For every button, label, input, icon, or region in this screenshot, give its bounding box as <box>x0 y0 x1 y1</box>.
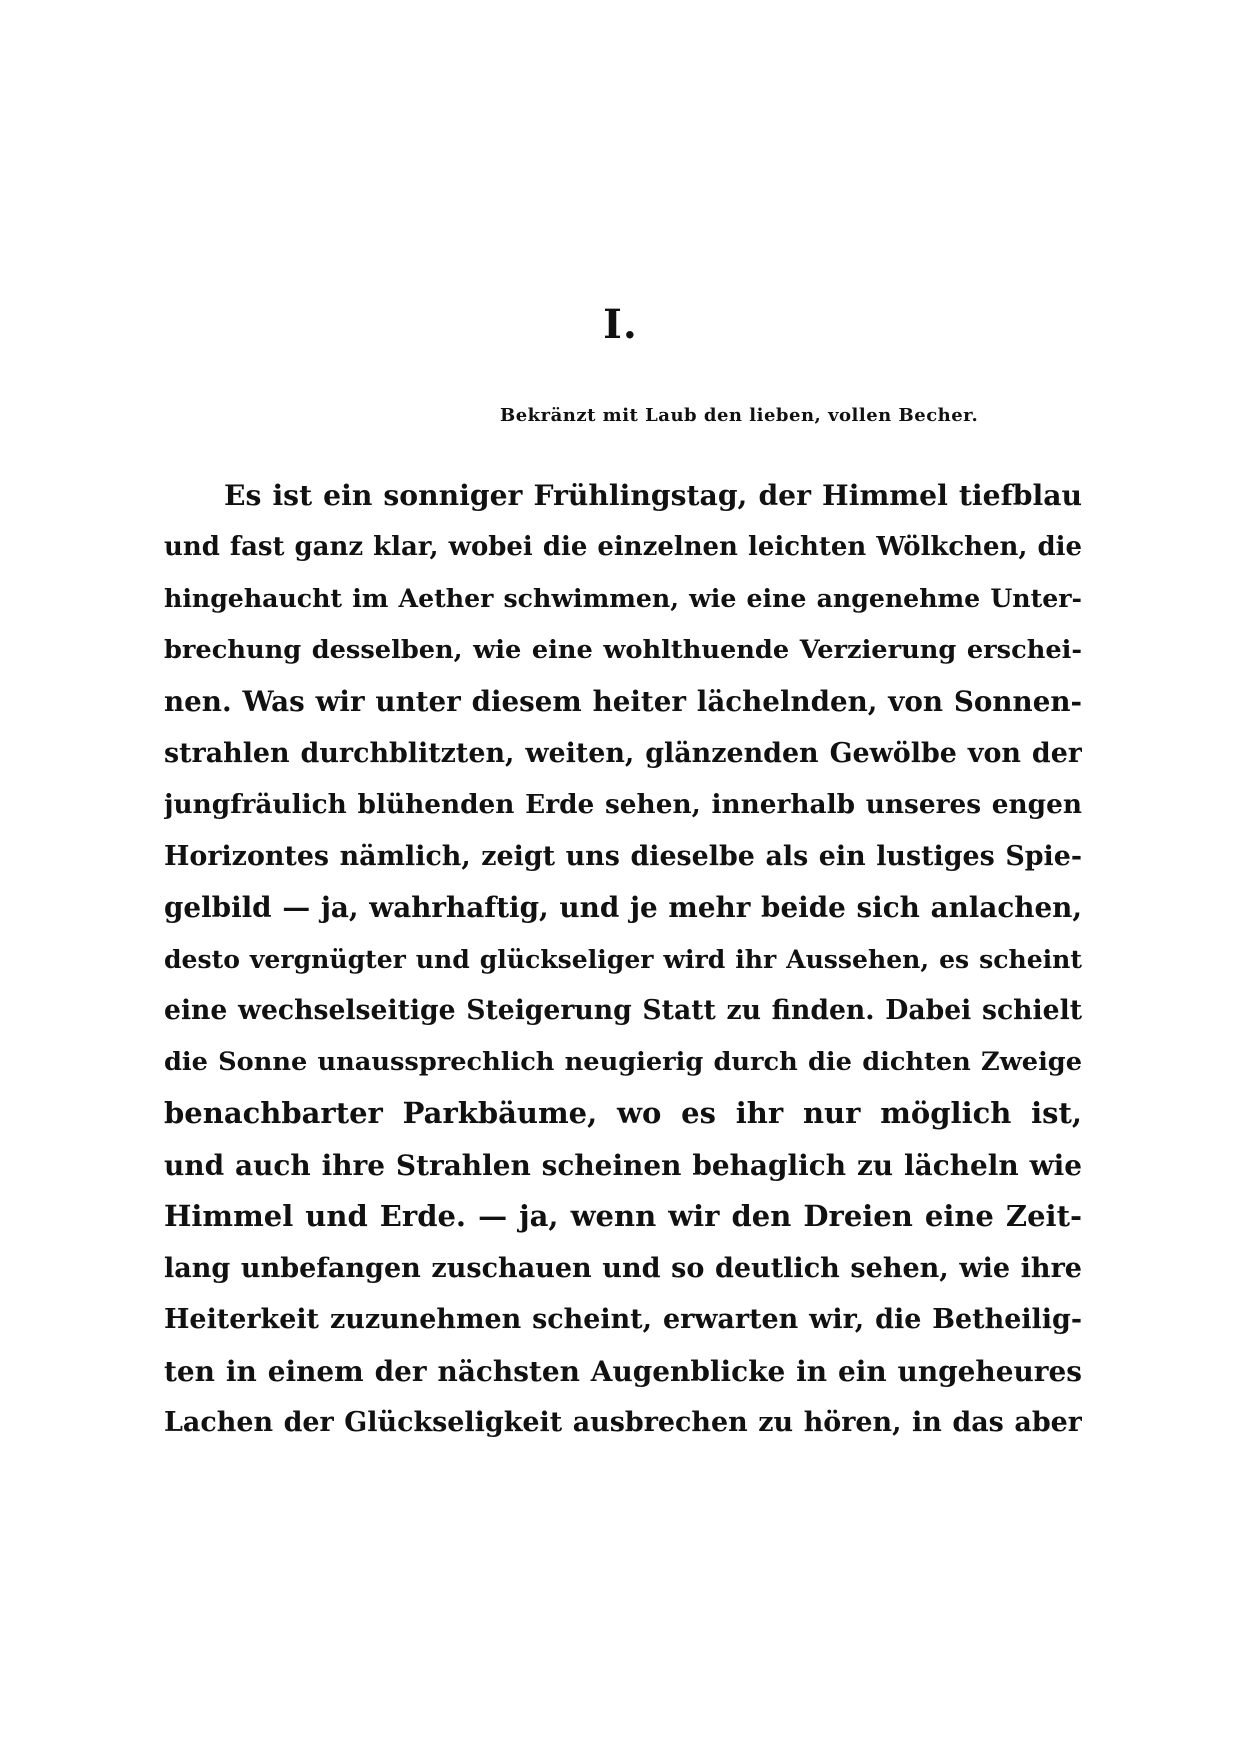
chapter-number: I. <box>603 301 638 348</box>
epigraph: Bekränzt mit Laub den lieben, vollen Becher. <box>500 405 979 426</box>
text-line: brechung desselben, wie eine wohlthuende Verzierung erschei- <box>164 634 1082 665</box>
text-line: benachbarter Parkbäume, wo es ihr nur möglich ist, <box>164 1096 1082 1130</box>
text-line: Horizontes nämlich, zeigt uns dieselbe als ein lustiges Spie- <box>164 840 1082 872</box>
text-line: eine wechselseitige Steigerung Statt zu finden. Dabei schielt <box>164 995 1082 1026</box>
text-line: gelbild — ja, wahrhaftig, und je mehr beide sich anlachen, <box>164 891 1082 924</box>
text-line: desto vergnügter und glückseliger wird ihr Aussehen, es scheint <box>164 943 1082 974</box>
text-line: ten in einem der nächsten Augenblicke in ein ungeheures <box>164 1354 1082 1388</box>
text-line: und auch ihre Strahlen scheinen behaglich zu lächeln wie <box>164 1148 1082 1182</box>
text-line: Himmel und Erde. — ja, wenn wir den Dreien eine Zeit- <box>164 1199 1082 1233</box>
text-line: die Sonne unaussprechlich neugierig durch die dichten Zweige <box>164 1046 1082 1077</box>
text-line: hingehaucht im Aether schwimmen, wie eine angenehme Unter- <box>164 583 1082 613</box>
text-line: lang unbefangen zuschauen und so deutlich sehen, wie ihre <box>164 1252 1082 1284</box>
text-line: Heiterkeit zuzunehmen scheint, erwarten wir, die Betheilig- <box>164 1304 1082 1335</box>
text-line: jungfräulich blühenden Erde sehen, innerhalb unseres engen <box>164 789 1082 820</box>
text-line: strahlen durchblitzten, weiten, glänzenden Gewölbe von der <box>164 737 1082 769</box>
text-line: Es ist ein sonniger Frühlingstag, der Himmel tiefblau <box>224 479 1082 512</box>
body-text <box>164 470 1082 1449</box>
text-line: nen. Was wir unter diesem heiter lächelnden, von Sonnen- <box>164 685 1082 718</box>
text-line: Lachen der Glückseligkeit ausbrechen zu hören, in das aber <box>164 1407 1082 1438</box>
text-line: und fast ganz klar, wobei die einzelnen leichten Wölkchen, die <box>164 531 1082 562</box>
